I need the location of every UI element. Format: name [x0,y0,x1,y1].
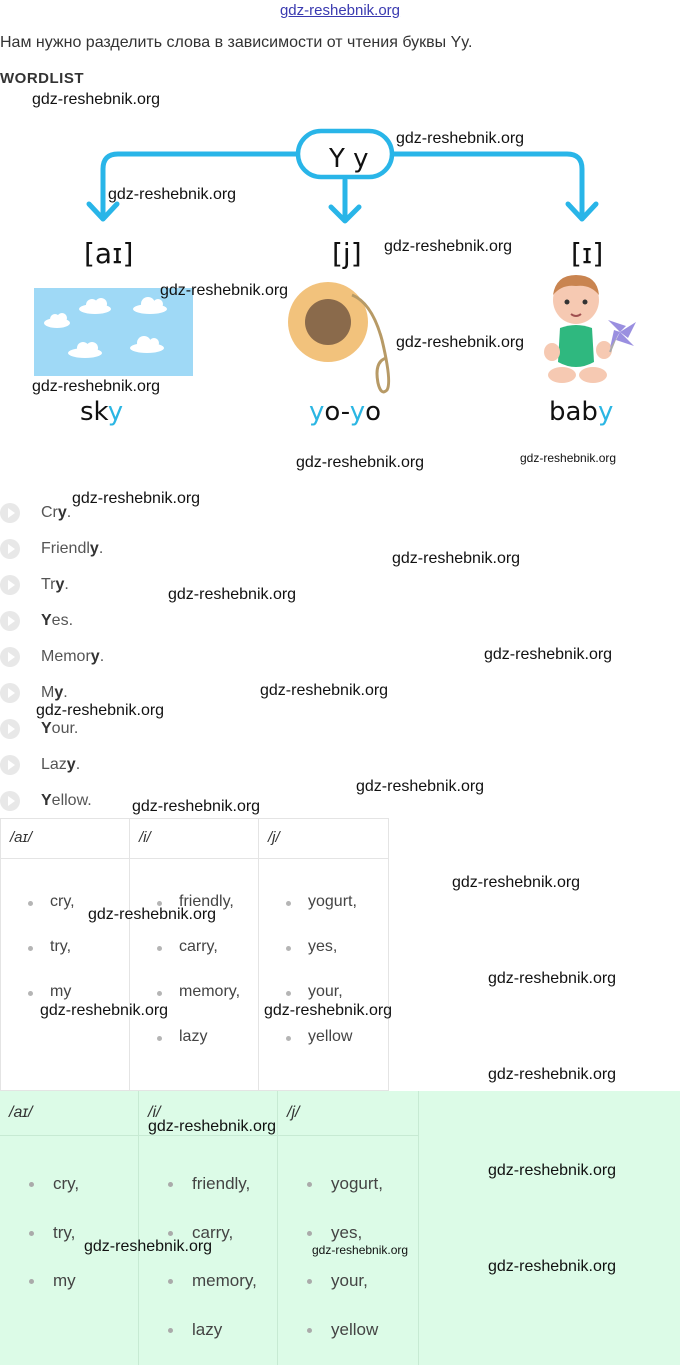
watermark: gdz-reshebnik.org [488,1066,617,1083]
play-icon[interactable] [0,539,20,559]
wordlist-title: WORDLIST [0,70,84,87]
column-header: /aɪ/ [0,1091,138,1136]
watermark: gdz-reshebnik.org [488,1162,617,1179]
watermark: gdz-reshebnik.org [36,702,165,719]
watermark: gdz-reshebnik.org [108,186,237,203]
watermark: gdz-reshebnik.org [168,586,297,603]
list-item: my [1,983,129,1028]
list-item: cry, [1,893,129,938]
watermark: gdz-reshebnik.org [520,451,617,465]
list-item: lazy [130,1028,258,1073]
column-header: /i/ [130,819,258,859]
watermark: gdz-reshebnik.org [396,334,525,351]
watermark: gdz-reshebnik.org [32,91,161,108]
play-icon[interactable] [0,503,20,523]
column-header: /j/ [278,1091,418,1136]
list-item: my [0,1271,138,1320]
play-icon[interactable] [0,683,20,703]
play-icon[interactable] [0,791,20,811]
list-item: memory, [130,983,258,1028]
list-item: friendly, [130,893,258,938]
site-header-link[interactable]: gdz-reshebnik.org [279,2,401,19]
list-item [0,747,400,783]
play-icon[interactable] [0,719,20,739]
column-header: /j/ [259,819,388,859]
list-item: your, [259,983,388,1028]
play-icon[interactable] [0,755,20,775]
audio-word-list [0,495,400,819]
baby-image [544,275,636,383]
list-word: Lazy. [41,756,81,773]
watermark: gdz-reshebnik.org [356,778,485,795]
play-icon[interactable] [0,611,20,631]
list-item [0,603,400,639]
watermark: gdz-reshebnik.org [452,874,581,891]
table-column [0,1091,139,1365]
watermark: gdz-reshebnik.org [88,906,217,923]
table-column [1,819,130,1090]
list-item: yellow [259,1028,388,1073]
list-word: Cry. [41,504,72,521]
watermark: gdz-reshebnik.org [32,378,161,395]
column-header: /aɪ/ [1,819,129,859]
list-item: friendly, [139,1174,277,1223]
sound-j: [j] [332,237,362,270]
column-header: /i/ [139,1091,277,1136]
play-icon[interactable] [0,575,20,595]
list-item [0,639,400,675]
list-word: Memory. [41,648,105,665]
watermark: gdz-reshebnik.org [84,1238,213,1255]
table-column [259,819,388,1090]
list-word: My. [41,684,68,701]
list-item: memory, [139,1271,277,1320]
watermark: gdz-reshebnik.org [312,1243,409,1257]
list-item: yogurt, [278,1174,418,1223]
letter-yy: Y y [329,144,369,174]
watermark: gdz-reshebnik.org [260,682,389,699]
list-word: Friendly. [41,540,104,557]
watermark: gdz-reshebnik.org [296,454,425,471]
watermark: gdz-reshebnik.org [160,282,289,299]
list-word: Yellow. [41,792,92,809]
list-item: yes, [259,938,388,983]
sound-table [0,818,389,1091]
sound-ai: [aɪ] [84,237,134,270]
watermark: gdz-reshebnik.org [488,1258,617,1275]
table-column [278,1091,419,1365]
arrow-right [394,154,582,215]
list-item: lazy [139,1320,277,1365]
play-icon[interactable] [0,647,20,667]
table-column [130,819,259,1090]
watermark: gdz-reshebnik.org [40,1002,169,1019]
intro-text: Нам нужно разделить слова в зависимости от чтения буквы Yy. [0,34,473,51]
watermark: gdz-reshebnik.org [148,1118,277,1135]
yoyo-image [288,282,389,392]
list-item: carry, [130,938,258,983]
word-baby: baby [549,397,614,427]
watermark: gdz-reshebnik.org [392,550,521,567]
watermark: gdz-reshebnik.org [488,970,617,987]
list-item: try, [1,938,129,983]
watermark: gdz-reshebnik.org [264,1002,393,1019]
watermark: gdz-reshebnik.org [384,238,513,255]
list-word: Yes. [41,612,74,629]
list-item: yellow [278,1320,418,1365]
list-item [0,531,400,567]
list-item: cry, [0,1174,138,1223]
sound-i: [ɪ] [571,237,604,270]
watermark: gdz-reshebnik.org [132,798,261,815]
list-word: Your. [41,720,79,737]
watermark: gdz-reshebnik.org [484,646,613,663]
list-item: your, [278,1271,418,1320]
list-item: try, [0,1223,138,1272]
list-item: carry, [139,1223,277,1272]
arrow-left [103,154,296,215]
yy-diagram [0,100,680,480]
watermark: gdz-reshebnik.org [396,130,525,147]
word-sky: sky [80,397,124,427]
list-word: Try. [41,576,69,593]
list-item: yogurt, [259,893,388,938]
watermark: gdz-reshebnik.org [72,490,201,507]
sky-image [34,288,193,376]
list-item: yes, [278,1223,418,1272]
word-yoyo: yo-yo [309,397,382,427]
